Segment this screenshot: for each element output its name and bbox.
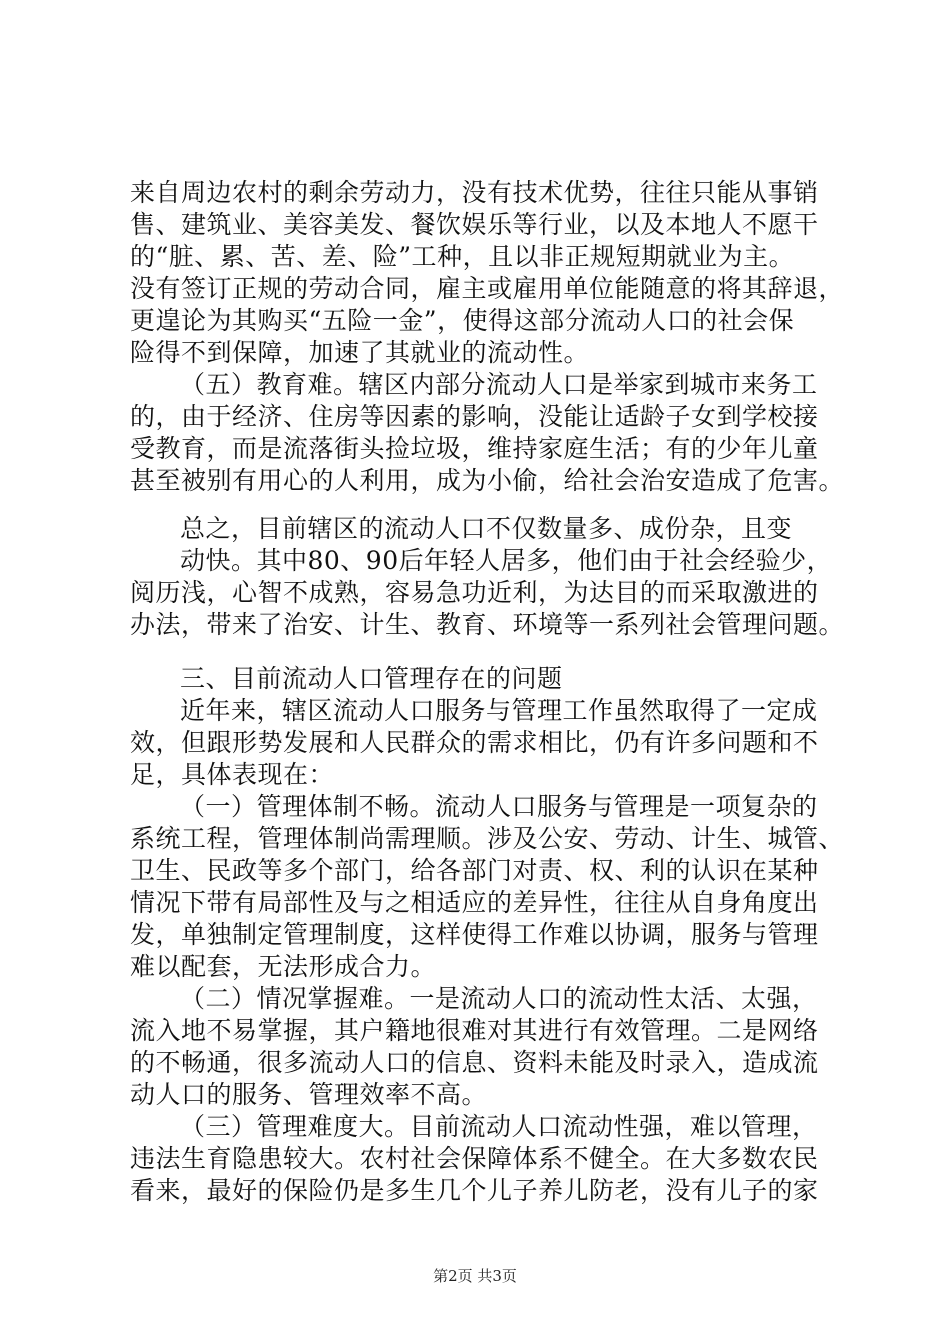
text-line: 动人口的服务、管理效率不高。 — [130, 1080, 488, 1109]
text-line: 更遑论为其购买“五险一金”，使得这部分流动人口的社会保 — [130, 306, 795, 335]
text-line: 的，由于经济、住房等因素的影响，没能让适龄子女到学校接 — [130, 402, 819, 431]
text-line: 卫生、民政等多个部门，给各部门对责、权、利的认识在某种 — [130, 856, 819, 885]
text-line: 流入地不易掌握，其户籍地很难对其进行有效管理。二是网络 — [130, 1016, 819, 1045]
text-line: 的“脏、累、苦、差、险”工种，且以非正规短期就业为主。 — [130, 242, 795, 271]
text-line: 办法，带来了治安、计生、教育、环境等一系列社会管理问题。 — [130, 610, 845, 639]
text-line: 阅历浅，心智不成熟，容易急功近利，为达目的而采取激进的 — [130, 578, 819, 607]
text-line: 受教育，而是流落街头捡垃圾，维持家庭生活；有的少年儿童 — [130, 434, 819, 463]
subsection-heading-3: （三）管理难度大。目前流动人口流动性强，难以管理， — [180, 1112, 818, 1141]
text-line: 售、建筑业、美容美发、餐饮娱乐等行业，以及本地人不愿干 — [130, 210, 819, 239]
subsection-heading-2: （二）情况掌握难。一是流动人口的流动性太活、太强， — [180, 984, 818, 1013]
text-line: 甚至被别有用心的人利用，成为小偷，给社会治安造成了危害。 — [130, 466, 845, 495]
summary-paragraph-start: 总之，目前辖区的流动人口不仅数量多、成份杂，且变 — [180, 514, 793, 543]
text-line: 难以配套，无法形成合力。 — [130, 952, 437, 981]
text-line: 效，但跟形势发展和人民群众的需求相比，仍有许多问题和不 — [130, 728, 819, 757]
text-line: 看来，最好的保险仍是多生几个儿子养儿防老，没有儿子的家 — [130, 1176, 819, 1205]
text-line: 系统工程，管理体制尚需理顺。涉及公安、劳动、计生、城管、 — [130, 824, 845, 853]
text-line: 来自周边农村的剩余劳动力，没有技术优势，往往只能从事销 — [130, 178, 819, 207]
text-line: 的不畅通，很多流动人口的信息、资料未能及时录入，造成流 — [130, 1048, 819, 1077]
section-heading-problems: 三、目前流动人口管理存在的问题 — [180, 664, 563, 693]
text-line: 违法生育隐患较大。农村社会保障体系不健全。在大多数农民 — [130, 1144, 819, 1173]
page-footer: 第2页 共3页 — [433, 1267, 517, 1285]
text-line: 险得不到保障，加速了其就业的流动性。 — [130, 338, 590, 367]
text-line: 动快。其中80、90后年轻人居多，他们由于社会经验少， — [180, 546, 833, 575]
text-line: 发，单独制定管理制度，这样使得工作难以协调，服务与管理 — [130, 920, 819, 949]
text-line: 没有签订正规的劳动合同，雇主或雇用单位能随意的将其辞退， — [130, 274, 845, 303]
section-heading-education: （五）教育难。辖区内部分流动人口是举家到城市来务工 — [180, 370, 818, 399]
text-line: 情况下带有局部性及与之相适应的差异性，往往从自身角度出 — [130, 888, 819, 917]
text-line: 近年来，辖区流动人口服务与管理工作虽然取得了一定成 — [180, 696, 818, 725]
text-line: 足，具体表现在： — [130, 760, 335, 789]
subsection-heading-1: （一）管理体制不畅。流动人口服务与管理是一项复杂的 — [180, 792, 818, 821]
